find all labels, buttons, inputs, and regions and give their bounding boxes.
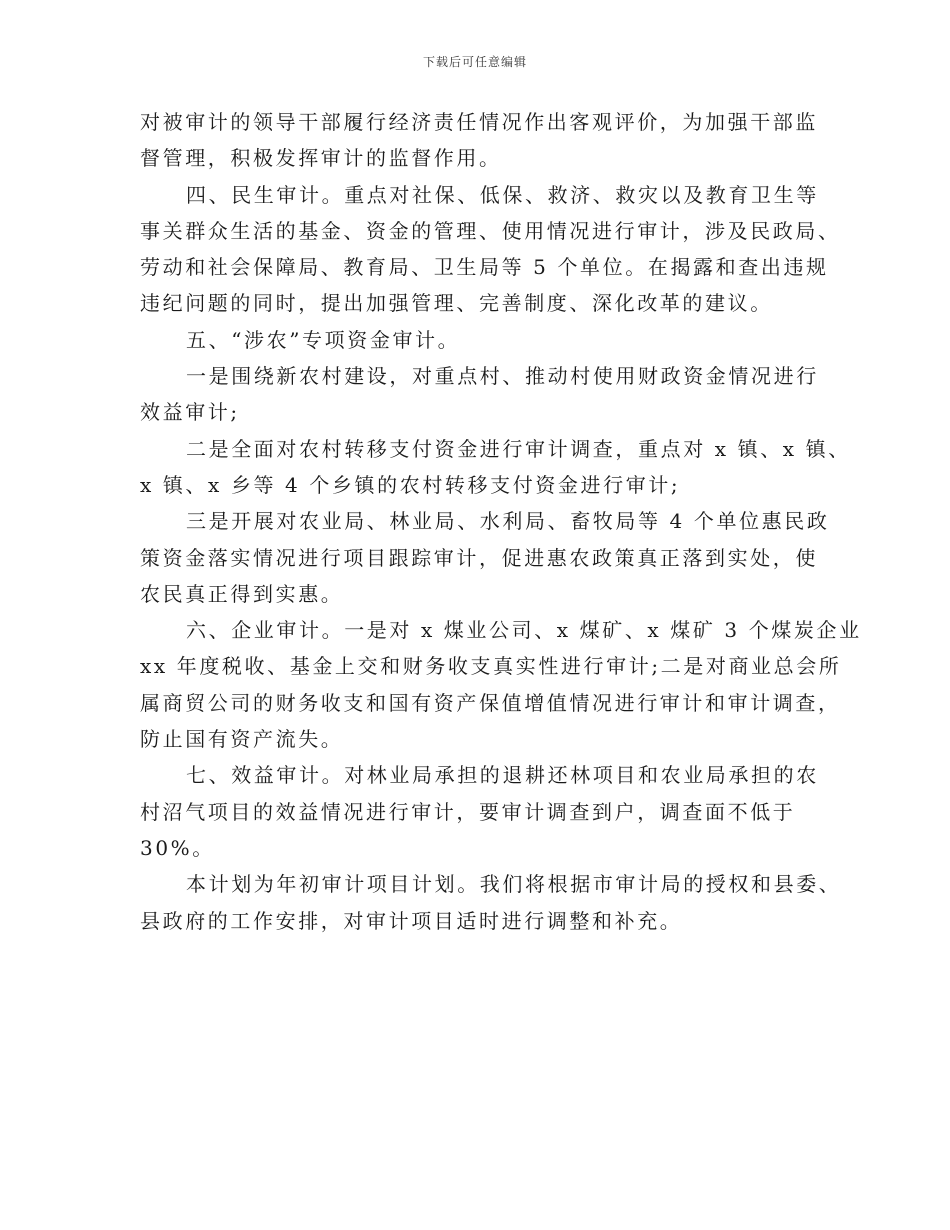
text-line: 30%。 (140, 835, 215, 860)
text-line: 四、民生审计。重点对社保、低保、救济、救灾以及教育卫生等 (186, 182, 819, 207)
text-line: 防止国有资产流失。 (140, 727, 344, 752)
text-line: 六、企业审计。一是对 x 煤业公司、x 煤矿、x 煤矿 3 个煤炭企业 (186, 618, 862, 643)
text-line: 本计划为年初审计项目计划。我们将根据市审计局的授权和县委、 (186, 872, 842, 897)
document-body (140, 104, 862, 939)
text-line: 对被审计的领导干部履行经济责任情况作出客观评价，为加强干部监 (140, 110, 818, 134)
text-line: 七、效益审计。对林业局承担的退耕还林项目和农业局承担的农 (186, 763, 819, 788)
text-line: x 镇、x 乡等 4 个乡镇的农村转移支付资金进行审计; (140, 472, 681, 497)
text-line: 县政府的工作安排，对审计项目适时进行调整和补充。 (140, 908, 683, 933)
text-line: 督管理，积极发挥审计的监督作用。 (140, 146, 502, 171)
text-line: 一是围绕新农村建设，对重点村、推动村使用财政资金情况进行 (186, 364, 819, 389)
text-line: 属商贸公司的财务收支和国有资产保值增值情况进行审计和审计调查， (140, 690, 841, 715)
text-line: 三是开展对农业局、林业局、水利局、畜牧局等 4 个单位惠民政 (186, 509, 830, 534)
text-line: 事关群众生活的基金、资金的管理、使用情况进行审计，涉及民政局、 (140, 218, 841, 243)
text-line: 五、“涉农”专项资金审计。 (186, 327, 461, 352)
text-line: 策资金落实情况进行项目跟踪审计，促进惠农政策真正落到实处，使 (140, 545, 818, 570)
text-line: 劳动和社会保障局、教育局、卫生局等 5 个单位。在揭露和查出违规 (140, 255, 829, 280)
text-line: 村沼气项目的效益情况进行审计，要审计调查到户，调查面不低于 (140, 799, 796, 824)
text-line: 二是全面对农村转移支付资金进行审计调查，重点对 x 镇、x 镇、 (186, 436, 851, 461)
text-line: 农民真正得到实惠。 (140, 581, 344, 606)
text-line: xx 年度税收、基金上交和财务收支真实性进行审计;二是对商业总会所 (140, 654, 842, 679)
header-note: 下载后可任意编辑 (422, 55, 527, 69)
text-line: 违纪问题的同时，提出加强管理、完善制度、深化改革的建议。 (140, 291, 773, 316)
text-line: 效益审计; (140, 400, 240, 425)
